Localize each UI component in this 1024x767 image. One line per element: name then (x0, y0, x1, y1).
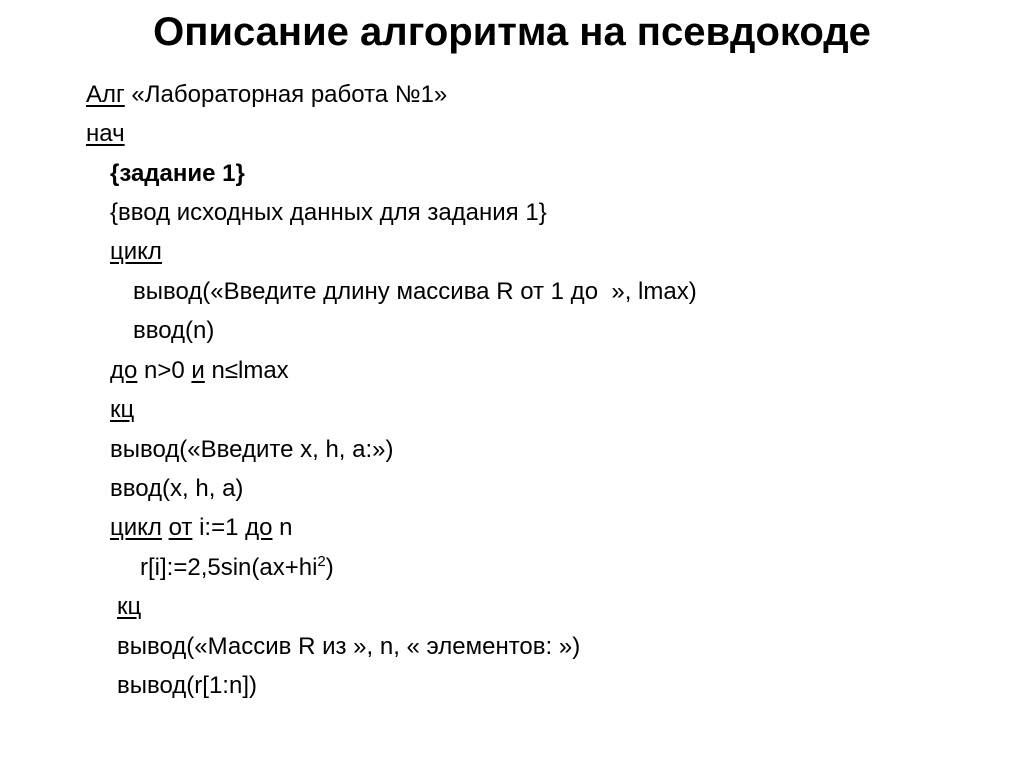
code-line-output-array (117, 671, 257, 701)
keyword-end-loop: кц (110, 396, 135, 423)
keyword-end-loop: кц (117, 593, 142, 620)
code-line-comment-task (110, 159, 245, 189)
keyword-alg: Алг (86, 81, 125, 108)
statement-output-xha: вывод(«Введите x, h, a:») (110, 436, 394, 463)
comment-task-1: {задание 1} (110, 160, 245, 187)
code-line-output-prompt-xha (110, 435, 393, 465)
statement-output-array-header: вывод(«Массив R из », n, « элементов: ») (117, 633, 581, 660)
loop-limit: n (272, 514, 293, 541)
code-line-input-xha (110, 474, 243, 504)
keyword-to: до (245, 514, 273, 541)
loop-init: i:=1 (192, 514, 246, 541)
code-line-output-prompt-length (133, 277, 697, 307)
keyword-loop: цикл (110, 238, 162, 265)
keyword-begin: нач (86, 120, 125, 147)
code-line-algorithm-header (86, 80, 447, 110)
keyword-and: и (191, 357, 205, 384)
condition-part-2: n≤lmax (204, 357, 289, 384)
keyword-loop-for: цикл (110, 514, 162, 541)
code-line-input-n (133, 316, 214, 346)
statement-input-n: ввод(n) (133, 317, 215, 344)
page-title: Описание алгоритма на псевдокоде (153, 10, 871, 54)
assignment-expression: r[i]:=2,5sin(ax+hi (140, 554, 318, 581)
comment-input-data: {ввод исходных данных для задания 1} (110, 199, 547, 226)
code-line-assignment (140, 553, 334, 583)
exponent: 2 (317, 553, 326, 570)
code-line-for-loop (110, 513, 293, 543)
code-line-output-array-header (117, 632, 580, 662)
code-line-begin (86, 119, 125, 149)
statement-output-array: вывод(r[1:n]) (117, 672, 257, 699)
space (162, 514, 169, 541)
assignment-close: ) (325, 554, 334, 581)
code-line-comment-input (110, 198, 547, 228)
code-line-loop-condition (110, 356, 289, 386)
code-line-for-loop-end (117, 592, 141, 622)
code-line-loop-end (110, 395, 134, 425)
algorithm-name: «Лабораторная работа №1» (124, 81, 448, 108)
keyword-from: от (168, 514, 193, 541)
condition-part-1: n>0 (137, 357, 192, 384)
statement-input-xha: ввод(x, h, a) (110, 475, 244, 502)
keyword-until: до (110, 357, 138, 384)
statement-output-length: вывод(«Введите длину массива R от 1 до », lmax) (133, 278, 697, 305)
code-line-loop-start (110, 237, 162, 267)
